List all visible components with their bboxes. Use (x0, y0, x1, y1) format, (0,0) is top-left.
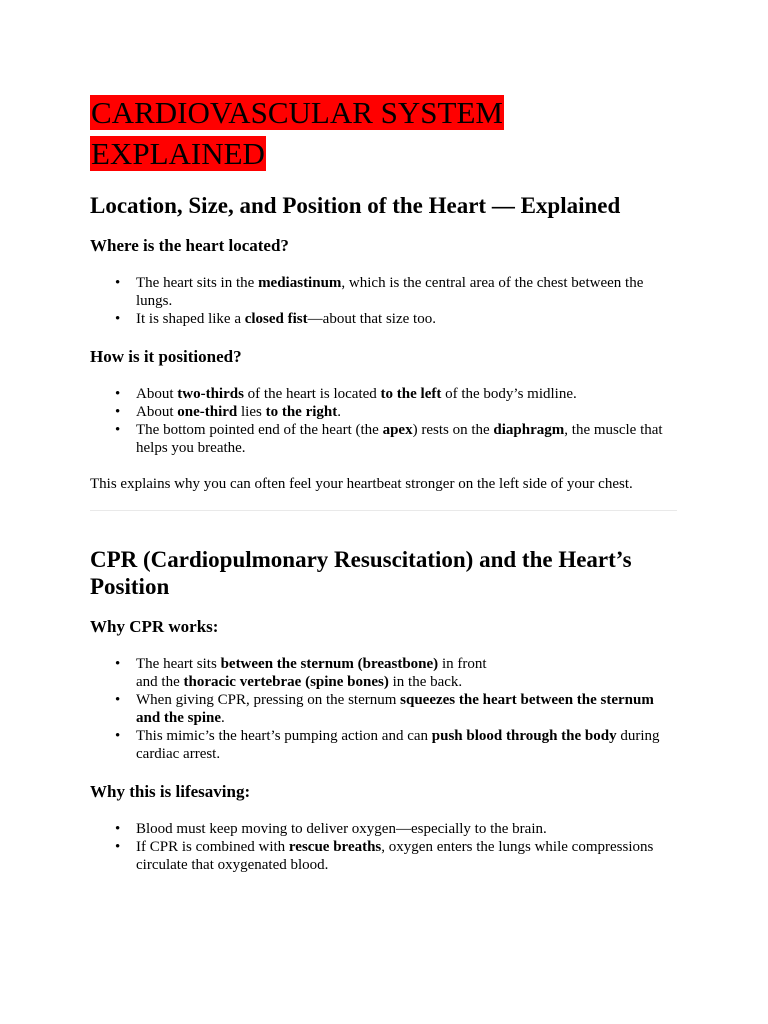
page-title-line1: CARDIOVASCULAR SYSTEM (91, 95, 503, 130)
subheading-how: How is it positioned? (90, 347, 242, 366)
how-list (90, 385, 680, 457)
page-title (90, 92, 680, 174)
subheading-why-cpr-works: Why CPR works: (90, 617, 219, 636)
list-item: • It is shaped like a closed fist—about that size too. (136, 310, 680, 328)
document-content (90, 92, 680, 874)
list-item: • Blood must keep moving to deliver oxygen—especially to the brain. (136, 820, 680, 838)
page-title-line2: EXPLAINED (91, 136, 265, 171)
list-item: • When giving CPR, pressing on the sternum squeezes the heart between the sternum and the spine. (136, 691, 680, 727)
section-heading-cpr: CPR (Cardiopulmonary Resuscitation) and the Heart’s Position (90, 547, 632, 599)
why-cpr-works-list (90, 655, 680, 763)
section-divider (90, 510, 677, 511)
list-item: • The heart sits in the mediastinum, which is the central area of the chest between the lungs. (136, 274, 680, 310)
list-item: • The bottom pointed end of the heart (the apex) rests on the diaphragm, the muscle that helps you breathe. (136, 421, 680, 457)
section-heading-location: Location, Size, and Position of the Heart — Explained (90, 193, 621, 218)
list-item: • About one-third lies to the right. (136, 403, 680, 421)
subheading-where: Where is the heart located? (90, 236, 289, 255)
list-item: • About two-thirds of the heart is located to the left of the body’s midline. (136, 385, 680, 403)
list-item: • If CPR is combined with rescue breaths, oxygen enters the lungs while compressions circulate that oxygenated blood. (136, 838, 680, 874)
list-item: • This mimic’s the heart’s pumping action and can push blood through the body during cardiac arrest. (136, 727, 680, 763)
subheading-why-lifesaving: Why this is lifesaving: (90, 782, 251, 801)
where-list (90, 274, 680, 328)
list-item: • The heart sits between the sternum (breastbone) in front and the thoracic vertebrae (spine bones) in the back. (136, 655, 680, 691)
summary-paragraph: This explains why you can often feel your heartbeat stronger on the left side of your chest. (90, 476, 633, 492)
why-lifesaving-list (90, 820, 680, 874)
